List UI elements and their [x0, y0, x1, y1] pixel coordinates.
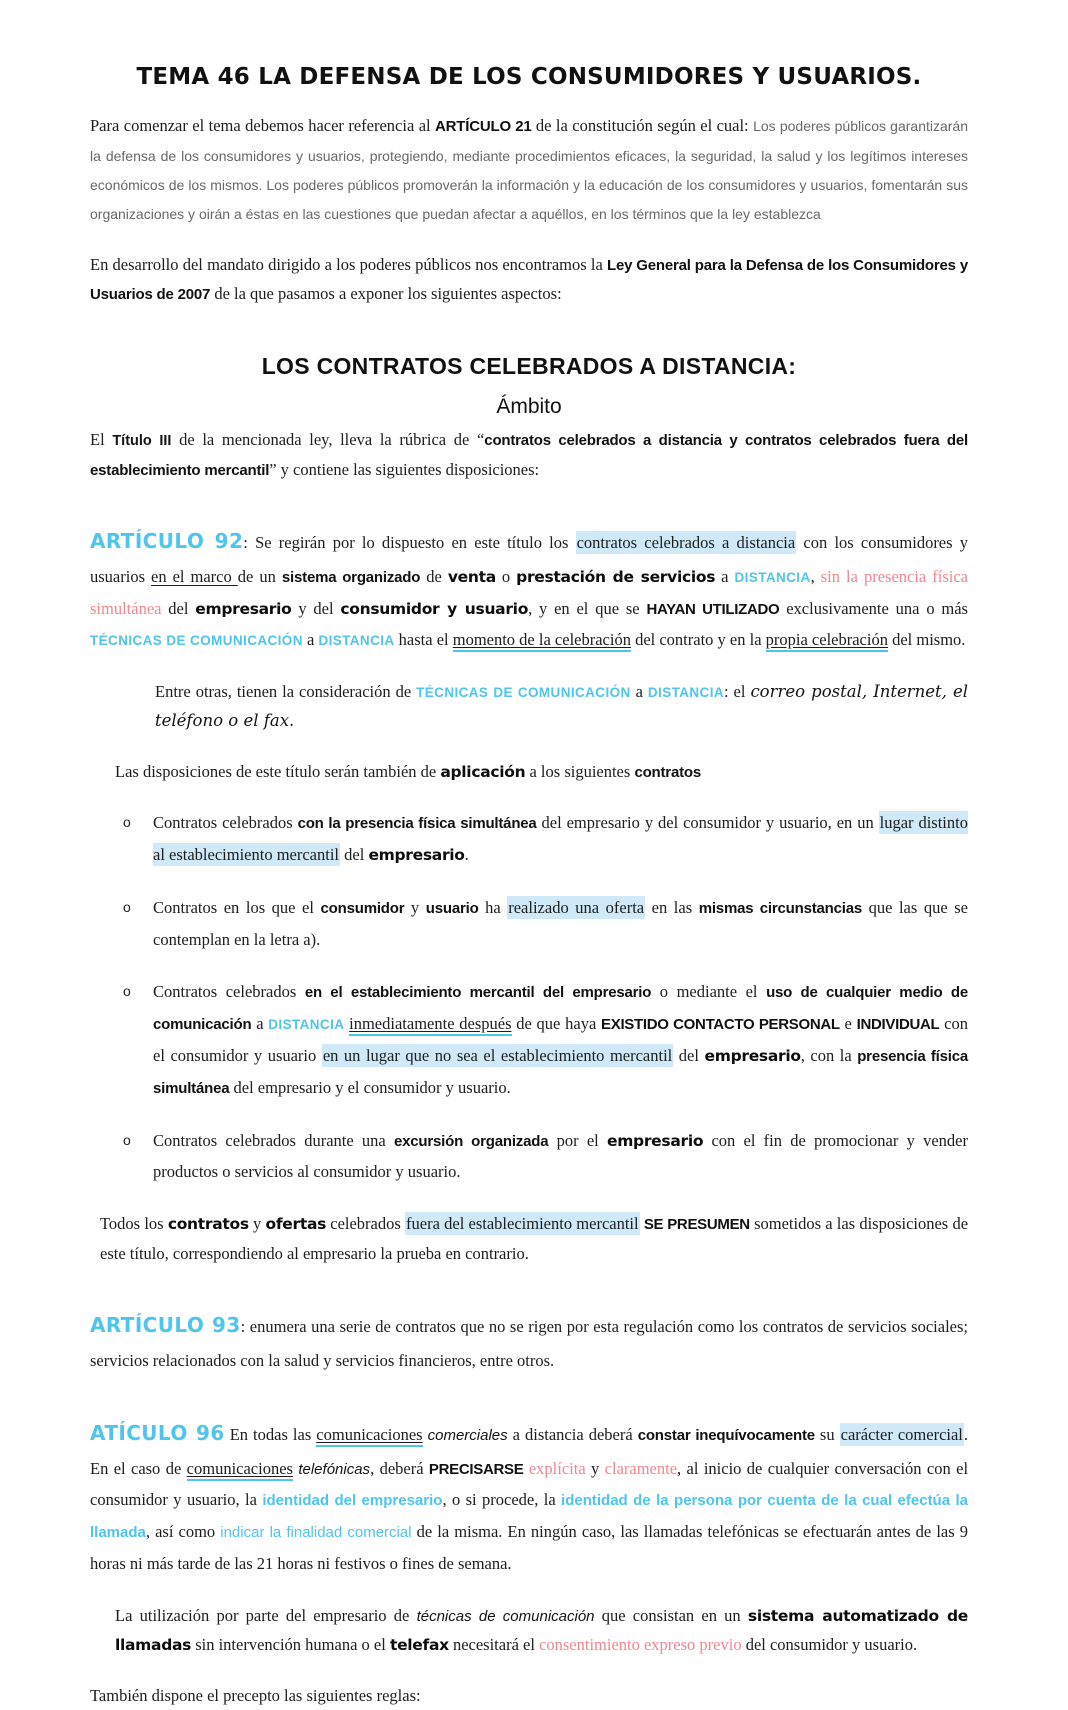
- text-run: EXISTIDO CONTACTO PERSONAL: [601, 1016, 840, 1034]
- text-run: de: [420, 566, 448, 586]
- text-run: TÉCNICAS DE COMUNICACIÓN: [416, 685, 631, 701]
- text-run: indicar la finalidad comercial: [220, 1524, 412, 1542]
- disposiciones-paragraph: [115, 757, 968, 787]
- text-run: en un lugar que no sea el establecimiento mercantil: [322, 1046, 673, 1066]
- text-run: El: [90, 429, 113, 449]
- text-run: y del: [291, 598, 341, 618]
- bullet-marker: o: [123, 1131, 131, 1148]
- document-body: [90, 111, 968, 1710]
- text-run: lugar distinto al establecimiento mercantil: [153, 813, 968, 865]
- tecnicas-note-paragraph: [155, 677, 968, 736]
- text-run: claramente: [604, 1458, 678, 1478]
- text-run: técnicas de comunicación: [416, 1607, 595, 1625]
- article-93-paragraph: [90, 1306, 968, 1376]
- text-run: , así como: [145, 1522, 221, 1542]
- text-run: identidad de la persona por cuenta de la cual efectúa la llamada: [90, 1492, 969, 1542]
- bullet-item-1: [90, 807, 968, 871]
- text-run: sin intervención humana o el: [191, 1635, 390, 1655]
- text-run: que las que se contemplan en la letra a).: [153, 898, 968, 949]
- text-run: También dispone el precepto las siguientes reglas:: [90, 1685, 421, 1705]
- text-run: celebrados: [326, 1214, 406, 1234]
- text-run: del: [673, 1046, 705, 1066]
- text-run: , al inicio de cualquier conversación con el consumidor y usuario, la: [90, 1458, 969, 1510]
- text-run: contratos celebrados a distancia: [576, 533, 796, 553]
- text-run: del mismo.: [887, 630, 966, 650]
- text-run: contratos: [167, 1215, 249, 1234]
- text-run: hasta el: [394, 630, 453, 650]
- text-run: explícita: [528, 1458, 586, 1478]
- text-run: realizado una oferta: [508, 898, 645, 918]
- text-run: y: [404, 898, 426, 918]
- text-run: , deberá: [370, 1458, 429, 1478]
- text-run: en las: [645, 898, 699, 918]
- text-run: ” y contiene las siguientes disposiciones:: [269, 459, 540, 479]
- text-run: La utilización por parte del empresario de: [115, 1605, 417, 1625]
- bullet-marker: o: [123, 983, 131, 1000]
- text-run: con los consumidores y usuarios: [90, 533, 969, 586]
- bullet-body: [153, 1131, 968, 1182]
- text-run: por el: [548, 1130, 607, 1150]
- text-run: o: [495, 566, 517, 586]
- text-run: consumidor y usuario: [340, 599, 529, 618]
- text-run: o mediante el: [651, 982, 767, 1002]
- text-run: a: [251, 1014, 269, 1034]
- text-run: ATÍCULO 96: [90, 1421, 225, 1446]
- text-run: INDIVIDUAL: [856, 1016, 940, 1034]
- text-run: TÉCNICAS DE COMUNICACIÓN: [90, 633, 303, 649]
- text-run: fuera del establecimiento mercantil: [406, 1214, 639, 1234]
- bullet-marker: o: [123, 899, 131, 916]
- text-run: propia celebración: [766, 630, 888, 652]
- text-run: de la que pasamos a exponer los siguientes aspectos:: [210, 284, 562, 304]
- bullet-body: [153, 982, 968, 1096]
- text-run: del empresario y el consumidor y usuario.: [229, 1077, 511, 1097]
- text-run: de la misma. En ningún caso, las llamadas telefónicas se efectuarán antes de las 9 horas ni más tarde de las 21 horas ni festivos o fines de semana.: [90, 1522, 968, 1574]
- text-run: con el consumidor y usuario: [153, 1014, 968, 1066]
- text-run: del consumidor y usuario.: [741, 1635, 918, 1655]
- text-run: que consistan en un: [594, 1605, 748, 1625]
- text-run: aplicación: [440, 762, 526, 781]
- text-run: del: [340, 845, 369, 865]
- text-run: : el: [724, 682, 751, 702]
- text-run: y: [585, 1458, 605, 1478]
- text-run: comunicaciones: [316, 1425, 422, 1447]
- text-run: de la mencionada ley, lleva la rúbrica de “: [171, 429, 485, 449]
- text-run: a: [302, 630, 319, 650]
- text-run: de un: [237, 566, 282, 586]
- text-run: Ley General para la Defensa de los Consumidores y Usuarios de 2007: [90, 256, 968, 304]
- text-run: prestación de servicios: [516, 567, 716, 586]
- intro-paragraph: [90, 111, 968, 229]
- text-run: SE PRESUMEN: [643, 1216, 750, 1234]
- text-run: DISTANCIA: [647, 685, 725, 701]
- text-run: con el fin de promocionar y vender productos o servicios al consumidor y usuario.: [153, 1130, 968, 1182]
- text-run: sistema organizado: [281, 568, 421, 586]
- text-run: identidad del empresario: [262, 1492, 443, 1510]
- text-run: . En el caso de: [90, 1425, 969, 1478]
- text-run: : Se regirán por lo dispuesto en este título los: [243, 533, 576, 553]
- text-run: Las disposiciones de este título serán también de: [115, 761, 441, 781]
- text-run: presencia física simultánea: [153, 1048, 969, 1097]
- text-run: a distancia deberá: [507, 1425, 638, 1445]
- text-run: a: [630, 682, 648, 702]
- text-run: consumidor: [320, 900, 405, 918]
- text-run: En desarrollo del mandato dirigido a los poderes públicos nos encontramos la: [90, 254, 607, 274]
- text-run: sin la presencia física simultánea: [90, 566, 968, 618]
- text-run: Contratos en los que el: [153, 898, 321, 918]
- bullet-body: [153, 813, 968, 864]
- text-run: necesitará el: [448, 1635, 540, 1655]
- bullet-item-2: [90, 892, 968, 955]
- text-run: empresario: [195, 599, 292, 618]
- text-run: en el marco: [151, 566, 238, 586]
- text-run: carácter comercial: [840, 1425, 963, 1445]
- text-run: e: [839, 1014, 857, 1034]
- text-run: Contratos celebrados: [153, 813, 298, 833]
- text-run: empresario: [368, 846, 465, 865]
- text-run: DISTANCIA: [734, 569, 811, 585]
- text-run: Título III: [112, 432, 172, 449]
- text-run: En todas las: [224, 1425, 317, 1445]
- reglas-paragraph: [90, 1681, 968, 1710]
- section-heading: [90, 353, 968, 381]
- text-run: consentimiento expreso previo: [539, 1635, 742, 1655]
- text-run: del empresario y del consumidor y usuario, en un: [536, 813, 879, 833]
- text-run: telefax: [389, 1636, 449, 1655]
- article-96-paragraph: [90, 1414, 968, 1579]
- text-run: en el establecimiento mercantil del empresario: [304, 984, 652, 1002]
- text-run: con la presencia física simultánea: [297, 815, 537, 833]
- text-run: : enumera una serie de contratos que no se rigen por esta regulación como los contratos de servicios sociales; servicios relacionados con la salud y servicios financieros, entre otros.: [90, 1317, 968, 1370]
- text-run: DISTANCIA: [268, 1017, 345, 1033]
- page-title: TEMA 46 LA DEFENSA DE LOS CONSUMIDORES Y USUARIOS.: [136, 64, 922, 90]
- titulo-iii-paragraph: [90, 425, 968, 484]
- mandate-paragraph: [90, 250, 968, 309]
- text-run: constar inequívocamente: [637, 1427, 815, 1445]
- text-run: exclusivamente una o más: [779, 598, 968, 618]
- text-run: HAYAN UTILIZADO: [646, 600, 780, 618]
- bullet-item-4: [90, 1125, 968, 1188]
- text-run: ARTÍCULO 92: [90, 529, 244, 554]
- text-run: LOS CONTRATOS CELEBRADOS A DISTANCIA:: [261, 353, 797, 380]
- text-run: momento de la celebración: [453, 630, 631, 652]
- llamadas-automatizadas-paragraph: [115, 1601, 968, 1660]
- text-run: Entre otras, tienen la consideración de: [155, 682, 417, 702]
- text-run: Contratos celebrados durante una: [153, 1130, 394, 1150]
- text-run: a los siguientes: [525, 761, 635, 781]
- text-run: a: [715, 566, 735, 586]
- text-run: Los poderes públicos garantizarán la defensa de los consumidores y usuarios, protegiendo, mediante procedimientos eficaces, la seguridad, la salud y los legítimos intereses económicos de los mismos. Los poderes públicos promoverán la información y la educación de los consumidores y usuarios, fomentarán sus organizaciones y oirán a éstas en las cuestiones que puedan afectar a aquéllos, en los términos que la ley establezca: [90, 118, 969, 223]
- text-run: excursión organizada: [394, 1132, 549, 1150]
- text-run: usuario: [425, 900, 479, 918]
- text-run: Contratos celebrados: [153, 982, 305, 1002]
- text-run: contratos: [634, 763, 701, 781]
- text-run: empresario: [704, 1047, 801, 1066]
- text-run: correo postal, Internet, el teléfono o el fax.: [155, 682, 969, 731]
- text-run: uso de cualquier medio de comunicación: [153, 984, 968, 1034]
- bullet-body: [153, 898, 968, 949]
- text-run: PRECISARSE: [428, 1460, 524, 1478]
- text-run: ,: [810, 566, 821, 586]
- text-run: ofertas: [265, 1215, 327, 1234]
- text-run: de la constitución según el cual:: [531, 116, 754, 135]
- text-run: sistema automatizado de llamadas: [115, 1606, 968, 1655]
- text-run: Para comenzar el tema debemos hacer referencia al: [90, 116, 436, 135]
- text-run: .: [464, 845, 469, 865]
- text-run: de que haya: [511, 1014, 602, 1034]
- text-run: su: [814, 1425, 840, 1445]
- text-run: comerciales: [427, 1427, 508, 1445]
- text-run: telefónicas: [298, 1460, 371, 1478]
- text-run: ha: [478, 898, 508, 918]
- text-run: sometidos a las disposiciones de este título, correspondiendo al empresario la prueba en contrario.: [100, 1214, 969, 1263]
- text-run: del contrato y en la: [630, 630, 766, 650]
- text-run: y: [248, 1214, 266, 1234]
- text-run: contratos celebrados a distancia y contratos celebrados fuera del establecimiento mercantil: [90, 431, 969, 479]
- text-run: venta: [447, 567, 496, 586]
- text-run: empresario: [606, 1131, 704, 1150]
- ambito-subheading: [90, 394, 968, 419]
- text-run: ARTÍCULO 93: [90, 1313, 241, 1338]
- presumen-paragraph: [100, 1209, 968, 1268]
- bullet-marker: o: [123, 814, 131, 831]
- text-run: comunicaciones: [187, 1459, 293, 1481]
- text-run: , y en el que se: [528, 598, 647, 618]
- bullet-item-3: [90, 976, 968, 1103]
- text-run: Ámbito: [496, 394, 562, 418]
- text-run: , con la: [800, 1046, 858, 1066]
- text-run: , o si procede, la: [442, 1490, 562, 1510]
- text-run: mismas circunstancias: [698, 900, 863, 918]
- text-run: ARTÍCULO 21: [435, 118, 532, 135]
- text-run: del: [161, 598, 196, 618]
- text-run: inmediatamente después: [349, 1014, 511, 1036]
- article-92-paragraph: [90, 522, 968, 656]
- text-run: DISTANCIA: [318, 633, 395, 649]
- text-run: Todos los: [100, 1214, 168, 1234]
